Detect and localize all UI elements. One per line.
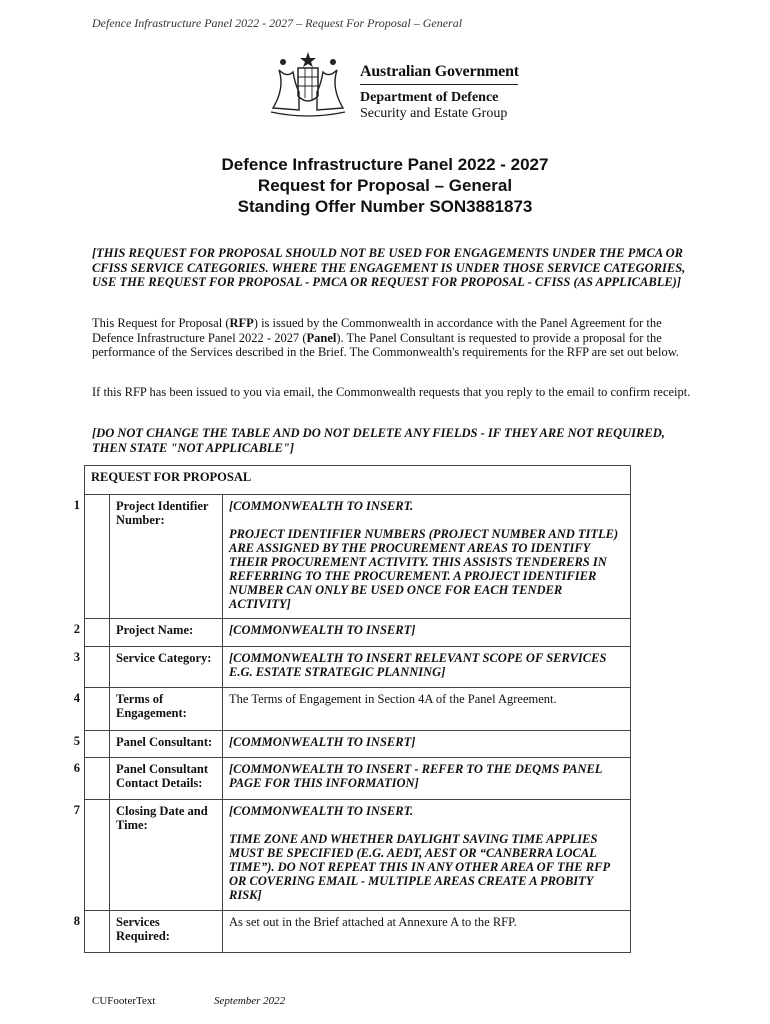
- row-value: [COMMONWEALTH TO INSERT RELEVANT SCOPE OF SERVICES E.G. ESTATE STRATEGIC PLANNING]: [223, 647, 631, 688]
- row-label: Terms of Engagement:: [110, 688, 223, 731]
- row-value: [COMMONWEALTH TO INSERT]: [223, 619, 631, 647]
- row-value: The Terms of Engagement in Section 4A of the Panel Agreement.: [223, 688, 631, 731]
- row-value: As set out in the Brief attached at Annexure A to the RFP.: [223, 911, 631, 953]
- email-paragraph: If this RFP has been issued to you via email, the Commonwealth requests that you reply to the email to confirm receipt.: [92, 385, 691, 399]
- row-label: Service Category:: [110, 647, 223, 688]
- table-row: [85, 731, 631, 758]
- table-instruction: [DO NOT CHANGE THE TABLE AND DO NOT DELETE ANY FIELDS - IF THEY ARE NOT REQUIRED, THEN STATE "NOT APPLICABLE"]: [92, 426, 665, 455]
- row-label: Closing Date and Time:: [110, 800, 223, 911]
- table-row: [85, 800, 631, 911]
- title-line-1: Defence Infrastructure Panel 2022 - 2027: [221, 155, 549, 174]
- table-row: [85, 758, 631, 800]
- table-row: [85, 647, 631, 688]
- row-number: 7: [73, 803, 80, 817]
- row-label: Panel Consultant Contact Details:: [110, 758, 223, 800]
- coat-of-arms-icon: [265, 48, 351, 120]
- title-line-3: Standing Offer Number SON3881873: [237, 197, 533, 216]
- government-logo: [265, 48, 525, 126]
- intro-paragraph: This Request for Proposal (RFP) is issued by the Commonwealth in accordance with the Panel Agreement for the Defence Infrastructure Panel 2022 - 2027 (Panel). The Panel Consultant is requested to provide a proposal for the performance of the Services described in the Brief. The Commonwealth's requirements for the RFP are set out below.: [92, 316, 680, 359]
- row-number: 6: [73, 761, 80, 775]
- logo-divider: [360, 84, 518, 85]
- row-number: 3: [73, 650, 80, 664]
- title-line-2: Request for Proposal – General: [257, 176, 513, 195]
- row-number: 2: [73, 622, 80, 636]
- table-row: [85, 911, 631, 953]
- row-label: Panel Consultant:: [110, 731, 223, 758]
- table-row: [85, 619, 631, 647]
- row-label: Services Required:: [110, 911, 223, 953]
- department-name: Department of Defence: [360, 90, 499, 105]
- usage-notice: [THIS REQUEST FOR PROPOSAL SHOULD NOT BE USED FOR ENGAGEMENTS UNDER THE PMCA OR CFISS SERVICE CATEGORIES. WHERE THE ENGAGEMENT IS UNDER THOSE SERVICE CATEGORIES, USE THE REQUEST FOR PROPOSAL - PMCA OR REQUEST FOR PROPOSAL - CFISS (AS APPLICABLE)]: [92, 246, 686, 289]
- row-value: [COMMONWEALTH TO INSERT]: [223, 731, 631, 758]
- row-value: [COMMONWEALTH TO INSERT - REFER TO THE DEQMS PANEL PAGE FOR THIS INFORMATION]: [223, 758, 631, 800]
- row-number: 5: [73, 734, 80, 748]
- table-heading-row: [85, 466, 631, 495]
- table-row: [85, 688, 631, 731]
- footer-text: CUFooterText: [92, 995, 156, 1007]
- table-row: [85, 495, 631, 619]
- footer-date: September 2022: [214, 995, 286, 1007]
- table-heading: REQUEST FOR PROPOSAL: [85, 466, 631, 495]
- rfp-table: [84, 465, 631, 953]
- row-label: Project Identifier Number:: [110, 495, 223, 619]
- group-name: Security and Estate Group: [360, 106, 508, 121]
- row-value: [COMMONWEALTH TO INSERT. PROJECT IDENTIFIER NUMBERS (PROJECT NUMBER AND TITLE) ARE ASSIGNED BY THE PROCUREMENT AREAS TO IDENTIFY THEIR PROCUREMENT ACTIVITY. THIS ASSISTS TENDERERS IN REFERRING TO THE PROCUREMENT. A PROJECT IDENTIFIER NUMBER CAN ONLY BE USED ONCE FOR EACH TENDER ACTIVITY]: [223, 495, 631, 619]
- row-number: 1: [73, 498, 80, 512]
- row-number: 4: [73, 691, 80, 705]
- row-label: Project Name:: [110, 619, 223, 647]
- row-number: 8: [73, 914, 80, 928]
- government-name: Australian Government: [360, 63, 519, 80]
- document-title: [0, 154, 770, 217]
- row-value: [COMMONWEALTH TO INSERT. TIME ZONE AND WHETHER DAYLIGHT SAVING TIME APPLIES MUST BE SPECIFIED (E.G. AEDT, AEST OR “CANBERRA LOCAL TIME”). DO NOT REPEAT THIS IN ANY OTHER AREA OF THE RFP OR COVERING EMAIL - MULTIPLE AREAS CREATE A PROBITY RISK]: [223, 800, 631, 911]
- running-header: Defence Infrastructure Panel 2022 - 2027 – Request For Proposal – General: [92, 16, 463, 30]
